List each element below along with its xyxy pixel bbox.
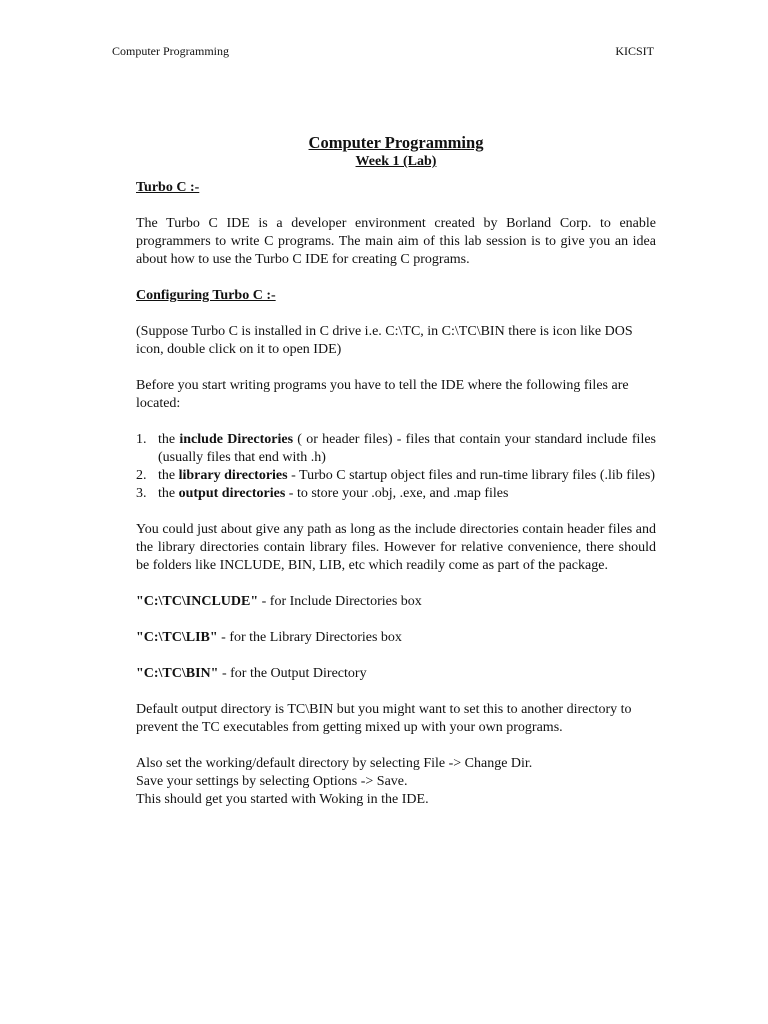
list-prefix: the [158, 432, 180, 447]
list-text: - to store your .obj, .exe, and .map files [285, 486, 509, 501]
document-subtitle: Week 1 (Lab) [355, 154, 437, 169]
list-bold-term: library directories [178, 468, 288, 483]
closing-line: Also set the working/default directory by selecting File -> Change Dir. [136, 756, 533, 771]
list-number: 2. [136, 468, 147, 483]
list-bold-term: include Directories [179, 432, 294, 447]
list-prefix: the [158, 468, 179, 483]
default-output-paragraph: Default output directory is TC\BIN but you might want to set this to another directory to prevent the TC executables from getting mixed up with your own programs. [136, 702, 632, 735]
install-note-paragraph: (Suppose Turbo C is installed in C drive i.e. C:\TC, in C:\TC\BIN there is icon like DOS icon, double click on it to open IDE) [136, 324, 633, 357]
path-description: - for the Output Directory [218, 666, 367, 681]
list-number: 3. [136, 486, 147, 501]
path-description: - for Include Directories box [258, 594, 422, 609]
closing-line: This should get you started with Woking in the IDE. [136, 792, 429, 807]
path-value: "C:\TC\INCLUDE" [136, 594, 259, 609]
header-right: KICSIT [615, 44, 654, 58]
document-body [136, 133, 656, 809]
directories-list [136, 431, 656, 503]
list-text: ( or header files) - files that contain your standard include files (usually files that end with .h) [158, 432, 656, 465]
path-lib [136, 629, 656, 647]
closing-lines [136, 755, 656, 809]
path-description: - for the Library Directories box [217, 630, 402, 645]
section-heading-turbo-c: Turbo C :- [136, 180, 200, 195]
document-title: Computer Programming [308, 133, 484, 152]
any-path-paragraph: You could just about give any path as long as the include directories contain header files and the library directories contain library files. However for relative convenience, there should be folders like INCLUDE, BIN, LIB, etc which readily come as part of the package. [136, 522, 656, 573]
path-value: "C:\TC\LIB" [136, 630, 218, 645]
path-value: "C:\TC\BIN" [136, 666, 219, 681]
path-bin [136, 665, 656, 683]
path-include [136, 593, 656, 611]
list-bold-term: output directories [178, 486, 286, 501]
before-you-start-paragraph: Before you start writing programs you have to tell the IDE where the following files are located: [136, 378, 629, 411]
section-heading-configuring: Configuring Turbo C :- [136, 288, 276, 303]
header-left: Computer Programming [112, 44, 229, 58]
list-text: - Turbo C startup object files and run-time library files (.lib files) [287, 468, 656, 483]
list-item [136, 431, 656, 467]
page-header [112, 44, 654, 59]
list-prefix: the [158, 486, 179, 501]
list-item [136, 485, 656, 503]
list-item [136, 467, 656, 485]
intro-paragraph: The Turbo C IDE is a developer environment created by Borland Corp. to enable programmers to write C programs. The main aim of this lab session is to give you an idea about how to use the Turbo C IDE for creating C programs. [136, 216, 656, 267]
list-number: 1. [136, 432, 147, 447]
closing-line: Save your settings by selecting Options -> Save. [136, 774, 408, 789]
